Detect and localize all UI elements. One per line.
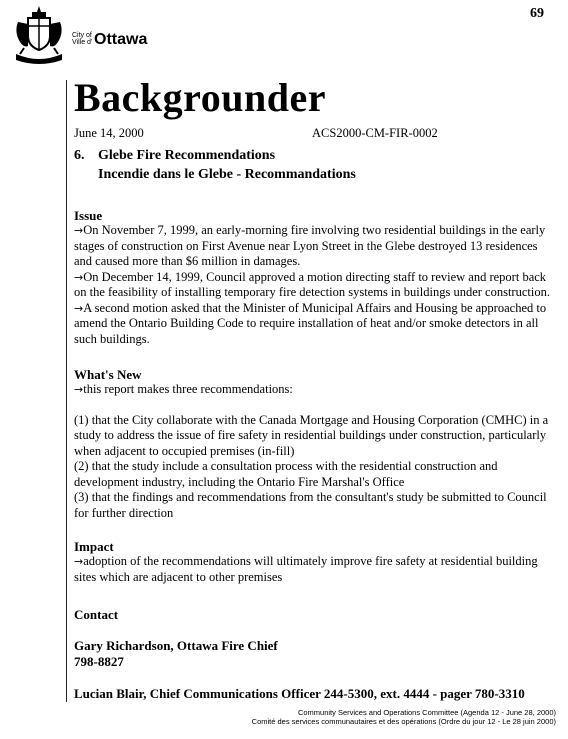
document-body [74, 76, 554, 702]
item-number: 6. [74, 148, 85, 163]
reference-code: ACS2000-CM-FIR-0002 [312, 126, 438, 140]
contact-primary-name: Gary Richardson, Ottawa Fire Chief [74, 638, 278, 653]
contact-secondary: Lucian Blair, Chief Communications Officer 244-5300, ext. 4444 - pager 780-3310 [74, 686, 525, 701]
footer-line-english: Community Services and Operations Committee (Agenda 12 - June 28, 2000) [297, 708, 556, 717]
contact-primary-phone: 798-8827 [74, 654, 124, 669]
arrow-icon: → [74, 383, 84, 396]
recommendation-3: (3) that the findings and recommendations from the consultant's study be submitted to Council for further direction [74, 490, 547, 520]
city-logo [10, 4, 170, 64]
coat-of-arms-icon [10, 4, 68, 66]
issue-text-2: On December 14, 1999, Council approved a motion directing staff to review and report back on the feasibility of installing temporary fire detection systems in buildings under construction. [74, 269, 550, 299]
impact-text: adoption of the recommendations will ultimately improve fire safety at residential building sites which are adjacent to other premises [74, 554, 538, 584]
arrow-icon: → [74, 301, 84, 315]
footer [252, 708, 556, 726]
recommendation-2: (2) that the study include a consultation process with the residential construction and development industry, including the Ontario Fire Marshal's Office [74, 459, 498, 489]
impact-title: Impact [74, 539, 114, 554]
issue-title: Issue [74, 208, 103, 223]
footer-line-french: Comité des services communautaires et des opérations (Ordre du jour 12 - Le 28 juin 2000) [251, 717, 556, 726]
item-heading-french: Incendie dans le Glebe - Recommandations [98, 167, 356, 182]
page-title: Backgrounder [74, 75, 326, 120]
whats-new-title: What's New [74, 367, 142, 382]
contact-title: Contact [74, 607, 119, 622]
document-date: June 14, 2000 [74, 126, 144, 140]
whats-new-intro [74, 382, 554, 398]
item-heading-english [74, 146, 554, 165]
issue-text-1: On November 7, 1999, an early-morning fire involving two residential buildings in the early stages of construction on First Avenue near Lyon Street in the Glebe destroyed 13 residences and caused more than $6 million in damages. [74, 223, 546, 268]
heading-english-text: Glebe Fire Recommendations [98, 148, 276, 163]
impact-paragraph [74, 554, 554, 585]
logo-city-of: City of Ville d' [72, 32, 93, 46]
recommendation-1: (1) that the City collaborate with the Canada Mortgage and Housing Corporation (CMHC) in a study to address the issue of fire safety in residential buildings under construction, particularly when adjacent to occupied premises (in-fill) [74, 412, 549, 458]
issue-text-3: A second motion asked that the Minister of Municipal Affairs and Housing be approached to amend the Ontario Building Code to require installation of heat and/or smoke detectors in all such buildings. [74, 300, 547, 346]
arrow-icon: → [74, 270, 84, 284]
arrow-icon: → [74, 224, 84, 237]
whats-new-intro-text: this report makes three recommendations: [83, 382, 293, 396]
page-number: 69 [530, 6, 544, 21]
margin-rule [66, 80, 67, 702]
logo-ottawa: Ottawa [94, 31, 148, 48]
issue-paragraph-2 [74, 270, 554, 348]
issue-paragraph-1 [74, 223, 554, 270]
arrow-icon: → [74, 555, 84, 568]
dateline [74, 126, 554, 142]
spacer [74, 398, 554, 413]
